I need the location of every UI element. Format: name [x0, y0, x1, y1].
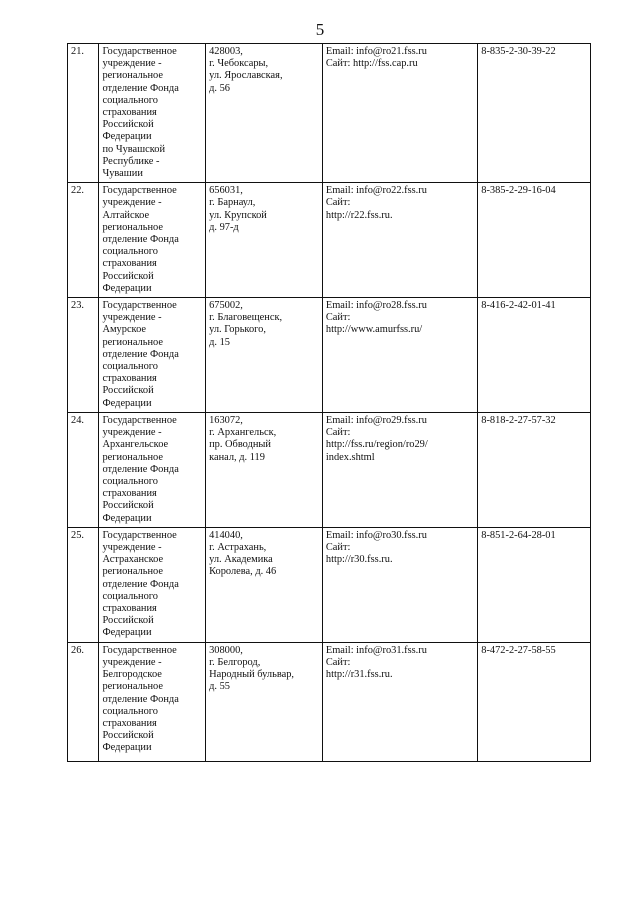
office-phone: 8-818-2-27-57-32: [478, 412, 591, 527]
office-address: 308000, г. Белгород, Народный бульвар, д. 55: [206, 642, 323, 761]
office-name: Государственное учреждение - Алтайское региональное отделение Фонда социального страхования Российской Федерации: [99, 183, 206, 298]
office-name: Государственное учреждение - Архангельское региональное отделение Фонда социального страхования Российской Федерации: [99, 412, 206, 527]
office-contacts: Email: info@ro31.fss.ru Сайт: http://r31.fss.ru.: [322, 642, 477, 761]
table-row: [68, 298, 591, 413]
offices-table: [67, 43, 591, 762]
office-name: Государственное учреждение - Белгородское региональное отделение Фонда социального страхования Российской Федерации: [99, 642, 206, 761]
row-number: 22.: [68, 183, 99, 298]
table-row: [68, 183, 591, 298]
office-contacts: Email: info@ro22.fss.ru Сайт: http://r22.fss.ru.: [322, 183, 477, 298]
table-row: [68, 412, 591, 527]
office-name: Государственное учреждение - Астраханское региональное отделение Фонда социального страхования Российской Федерации: [99, 527, 206, 642]
office-phone: 8-416-2-42-01-41: [478, 298, 591, 413]
office-address: 675002, г. Благовещенск, ул. Горького, д. 15: [206, 298, 323, 413]
office-contacts: Email: info@ro29.fss.ru Сайт: http://fss.ru/region/ro29/ index.shtml: [322, 412, 477, 527]
office-phone: 8-385-2-29-16-04: [478, 183, 591, 298]
office-address: 163072, г. Архангельск, пр. Обводный канал, д. 119: [206, 412, 323, 527]
office-phone: 8-472-2-27-58-55: [478, 642, 591, 761]
office-phone: 8-851-2-64-28-01: [478, 527, 591, 642]
row-number: 21.: [68, 44, 99, 183]
page-number: 5: [315, 20, 325, 39]
office-address: 428003, г. Чебоксары, ул. Ярославская, д. 56: [206, 44, 323, 183]
row-number: 24.: [68, 412, 99, 527]
office-contacts: Email: info@ro21.fss.ru Сайт: http://fss.cap.ru: [322, 44, 477, 183]
row-number: 25.: [68, 527, 99, 642]
row-number: 23.: [68, 298, 99, 413]
row-number: 26.: [68, 642, 99, 761]
office-phone: 8-835-2-30-39-22: [478, 44, 591, 183]
office-name: Государственное учреждение - Амурское региональное отделение Фонда социального страхования Российской Федерации: [99, 298, 206, 413]
table-row: [68, 527, 591, 642]
office-contacts: Email: info@ro30.fss.ru Сайт: http://r30.fss.ru.: [322, 527, 477, 642]
table-row: [68, 642, 591, 761]
office-address: 656031, г. Барнаул, ул. Крупской д. 97-д: [206, 183, 323, 298]
office-name: Государственное учреждение - региональное отделение Фонда социального страхования Российской Федерации по Чувашской Республике - Чувашии: [99, 44, 206, 183]
table-row: [68, 44, 591, 183]
office-contacts: Email: info@ro28.fss.ru Сайт: http://www.amurfss.ru/: [322, 298, 477, 413]
office-address: 414040, г. Астрахань, ул. Академика Королева, д. 46: [206, 527, 323, 642]
